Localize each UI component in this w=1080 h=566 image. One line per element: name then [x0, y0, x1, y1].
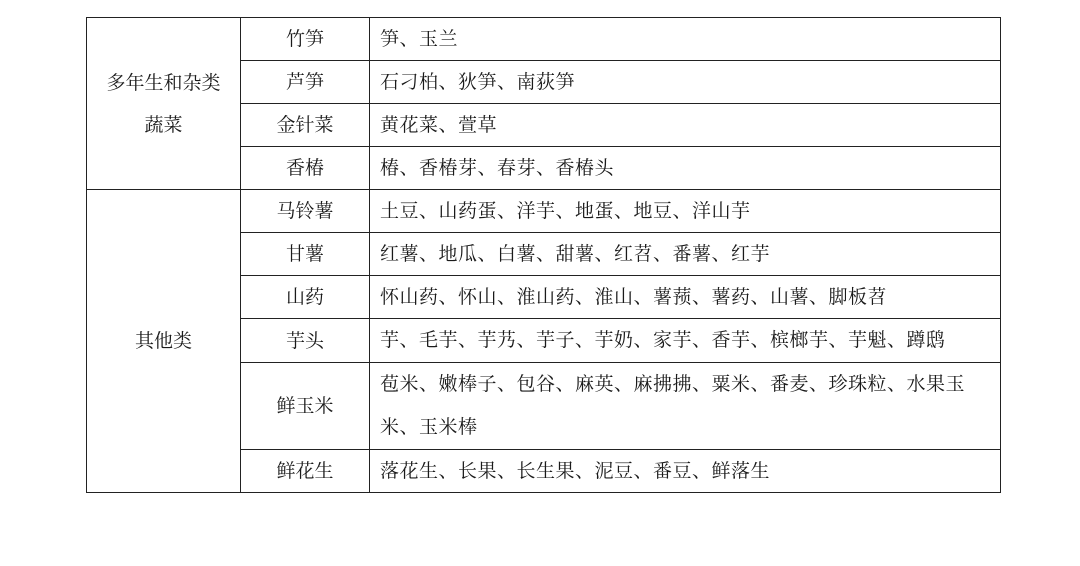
- vegetable-name-cell: 金针菜: [241, 104, 370, 147]
- alias-cell: 石刁柏、狄笋、南荻笋: [370, 61, 1001, 104]
- vegetable-name-cell: 甘薯: [241, 233, 370, 276]
- category-label-line: 其他类: [134, 330, 192, 352]
- vegetable-name-cell: 竹笋: [241, 18, 370, 61]
- alias-cell: 椿、香椿芽、春芽、香椿头: [370, 147, 1001, 190]
- alias-cell: 苞米、嫩棒子、包谷、麻英、麻拂拂、粟米、番麦、珍珠粒、水果玉米、玉米棒: [370, 363, 1001, 450]
- alias-cell: 土豆、山药蛋、洋芋、地蛋、地豆、洋山芋: [370, 190, 1001, 233]
- table-row: [87, 18, 1001, 61]
- vegetable-name-cell: 芦笋: [241, 61, 370, 104]
- alias-cell: 黄花菜、萱草: [370, 104, 1001, 147]
- vegetable-name-cell: 芋头: [241, 319, 370, 363]
- alias-cell: 怀山药、怀山、淮山药、淮山、薯蓣、薯药、山薯、脚板苕: [370, 276, 1001, 319]
- alias-cell: 笋、玉兰: [370, 18, 1001, 61]
- vegetable-alias-table: [86, 17, 1001, 493]
- category-cell: [87, 190, 241, 493]
- alias-cell: 红薯、地瓜、白薯、甜薯、红苕、番薯、红芋: [370, 233, 1001, 276]
- vegetable-name-cell: 马铃薯: [241, 190, 370, 233]
- vegetable-name-cell: 香椿: [241, 147, 370, 190]
- alias-cell: 芋、毛芋、芋艿、芋子、芋奶、家芋、香芋、槟榔芋、芋魁、蹲鸱: [370, 319, 1001, 363]
- vegetable-name-cell: 鲜花生: [241, 450, 370, 493]
- vegetable-name-cell: 山药: [241, 276, 370, 319]
- vegetable-name-cell: 鲜玉米: [241, 363, 370, 450]
- table-row: [87, 190, 1001, 233]
- category-cell: [87, 18, 241, 190]
- category-label-line: 蔬菜: [144, 113, 183, 136]
- alias-cell: 落花生、长果、长生果、泥豆、番豆、鲜落生: [370, 450, 1001, 493]
- category-label-line: 多年生和杂类: [106, 71, 221, 94]
